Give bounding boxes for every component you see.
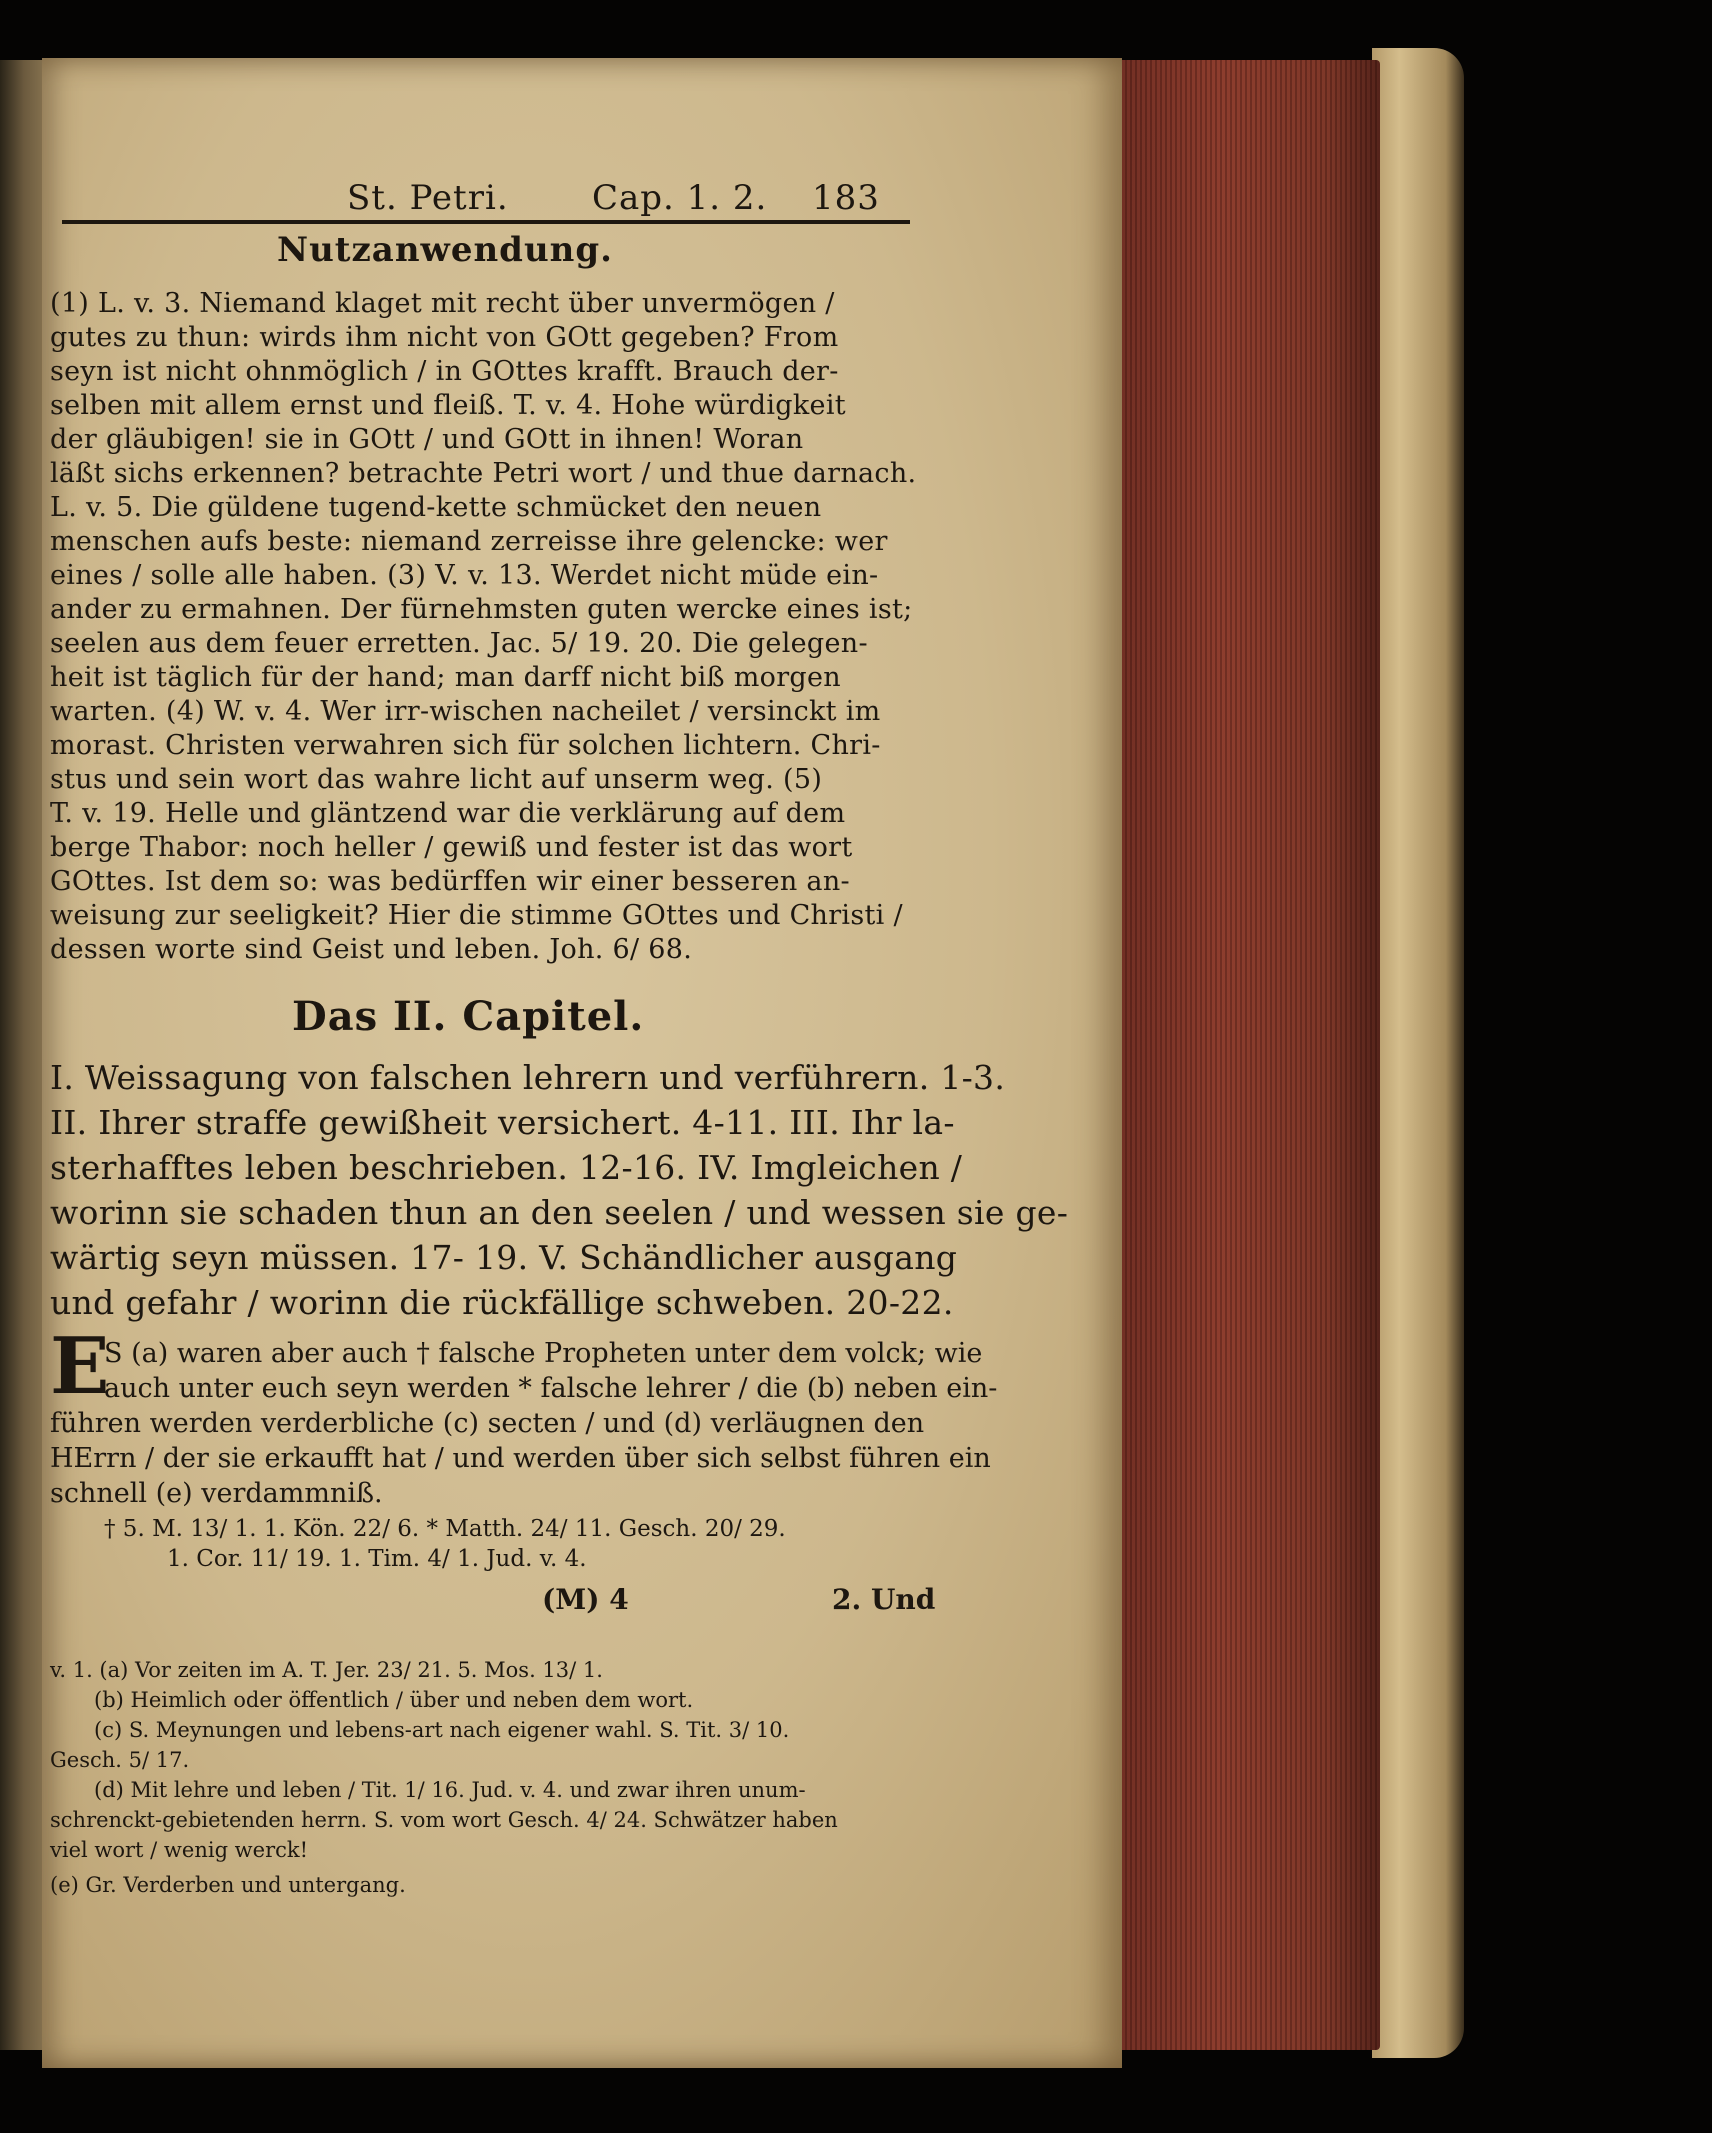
footnote-line: Gesch. 5/ 17. (50, 1748, 190, 1772)
application-line: T. v. 19. Helle und gläntzend war die verklärung auf dem (50, 798, 846, 829)
application-line: weisung zur seeligkeit? Hier die stimme GOttes und Christi / (50, 900, 903, 931)
application-line: dessen worte sind Geist und leben. Joh. 6/ 68. (50, 934, 693, 965)
header-rule (62, 220, 910, 224)
application-line: ander zu ermahnen. Der fürnehmsten guten wercke eines ist; (50, 594, 913, 625)
application-line: der gläubigen! sie in GOtt / und GOtt in ihnen! Woran (50, 424, 804, 455)
application-line: läßt sichs erkennen? betrachte Petri wort / und thue darnach. (50, 458, 917, 489)
verse-line: S (a) waren aber auch † falsche Propheten unter dem volck; wie (104, 1338, 983, 1369)
chapter-title: Das II. Capitel. (292, 993, 645, 1040)
footnote-line: (d) Mit lehre und leben / Tit. 1/ 16. Jud. v. 4. und zwar ihren unum- (94, 1778, 806, 1802)
footnote-line: (b) Heimlich oder öffentlich / über und neben dem wort. (94, 1688, 694, 1712)
summary-line: und gefahr / worinn die rückfällige schweben. 20-22. (50, 1283, 954, 1322)
application-line: berge Thabor: noch heller / gewiß und fester ist das wort (50, 832, 853, 863)
footnote-line: v. 1. (a) Vor zeiten im A. T. Jer. 23/ 21. 5. Mos. 13/ 1. (50, 1658, 603, 1682)
running-head-book: St. Petri. (347, 178, 509, 218)
footnote-line: (e) Gr. Verderben und untergang. (50, 1873, 406, 1897)
application-line: seyn ist nicht ohnmöglich / in GOttes krafft. Brauch der- (50, 356, 839, 387)
summary-line: sterhafftes leben beschrieben. 12-16. IV. Imgleichen / (50, 1148, 963, 1187)
application-line: menschen aufs beste: niemand zerreisse ihre gelencke: wer (50, 526, 888, 557)
catchword: 2. Und (832, 1583, 936, 1616)
footnote-line: schrenckt-gebietenden herrn. S. vom wort Gesch. 4/ 24. Schwätzer haben (50, 1808, 838, 1832)
application-line: (1) L. v. 3. Niemand klaget mit recht über unvermögen / (50, 288, 835, 319)
application-line: seelen aus dem feuer erretten. Jac. 5/ 19. 20. Die gelegen- (50, 628, 868, 659)
summary-line: worinn sie schaden thun an den seelen / und wessen sie ge- (50, 1193, 1069, 1232)
book-fore-edge (1115, 60, 1380, 2050)
application-line: L. v. 5. Die güldene tugend-kette schmücket den neuen (50, 492, 822, 523)
cross-reference-line: † 5. M. 13/ 1. 1. Kön. 22/ 6. * Matth. 24/ 11. Gesch. 20/ 29. (104, 1516, 786, 1542)
verse-line: HErrn / der sie erkaufft hat / und werden über sich selbst führen ein (50, 1443, 991, 1474)
summary-line: I. Weissagung von falschen lehrern und verführern. 1-3. (50, 1058, 1006, 1097)
initial-letter: E (50, 1321, 110, 1412)
book-page (42, 58, 1122, 2068)
verse-line: auch unter euch seyn werden * falsche lehrer / die (b) neben ein- (104, 1373, 998, 1404)
application-line: gutes zu thun: wirds ihm nicht von GOtt gegeben? From (50, 322, 839, 353)
cross-reference-line: 1. Cor. 11/ 19. 1. Tim. 4/ 1. Jud. v. 4. (167, 1546, 587, 1572)
adjacent-page-edge (0, 60, 48, 2050)
application-line: warten. (4) W. v. 4. Wer irr-wischen nacheilet / versinckt im (50, 696, 881, 727)
application-line: stus und sein wort das wahre licht auf unserm weg. (5) (50, 764, 823, 795)
running-head-chapter: Cap. 1. 2. (592, 178, 768, 218)
verse-line: führen werden verderbliche (c) secten / und (d) verläugnen den (50, 1408, 925, 1439)
book-cover-edge (1372, 48, 1464, 2058)
verse-line: schnell (e) verdammniß. (50, 1478, 383, 1509)
footnote-line: viel wort / wenig werck! (50, 1838, 309, 1862)
application-title: Nutzanwendung. (277, 230, 614, 270)
application-line: morast. Christen verwahren sich für solchen lichtern. Chri- (50, 730, 881, 761)
application-line: GOttes. Ist dem so: was bedürffen wir einer besseren an- (50, 866, 850, 897)
signature-mark: (M) 4 (542, 1583, 629, 1616)
footnote-line: (c) S. Meynungen und lebens-art nach eigener wahl. S. Tit. 3/ 10. (94, 1718, 790, 1742)
page-number: 183 (812, 178, 880, 218)
summary-line: II. Ihrer straffe gewißheit versichert. 4-11. III. Ihr la- (50, 1103, 955, 1142)
application-line: eines / solle alle haben. (3) V. v. 13. Werdet nicht müde ein- (50, 560, 879, 591)
application-line: selben mit allem ernst und fleiß. T. v. 4. Hohe würdigkeit (50, 390, 846, 421)
summary-line: wärtig seyn müssen. 17- 19. V. Schändlicher ausgang (50, 1238, 958, 1277)
application-line: heit ist täglich für der hand; man darff nicht biß morgen (50, 662, 841, 693)
